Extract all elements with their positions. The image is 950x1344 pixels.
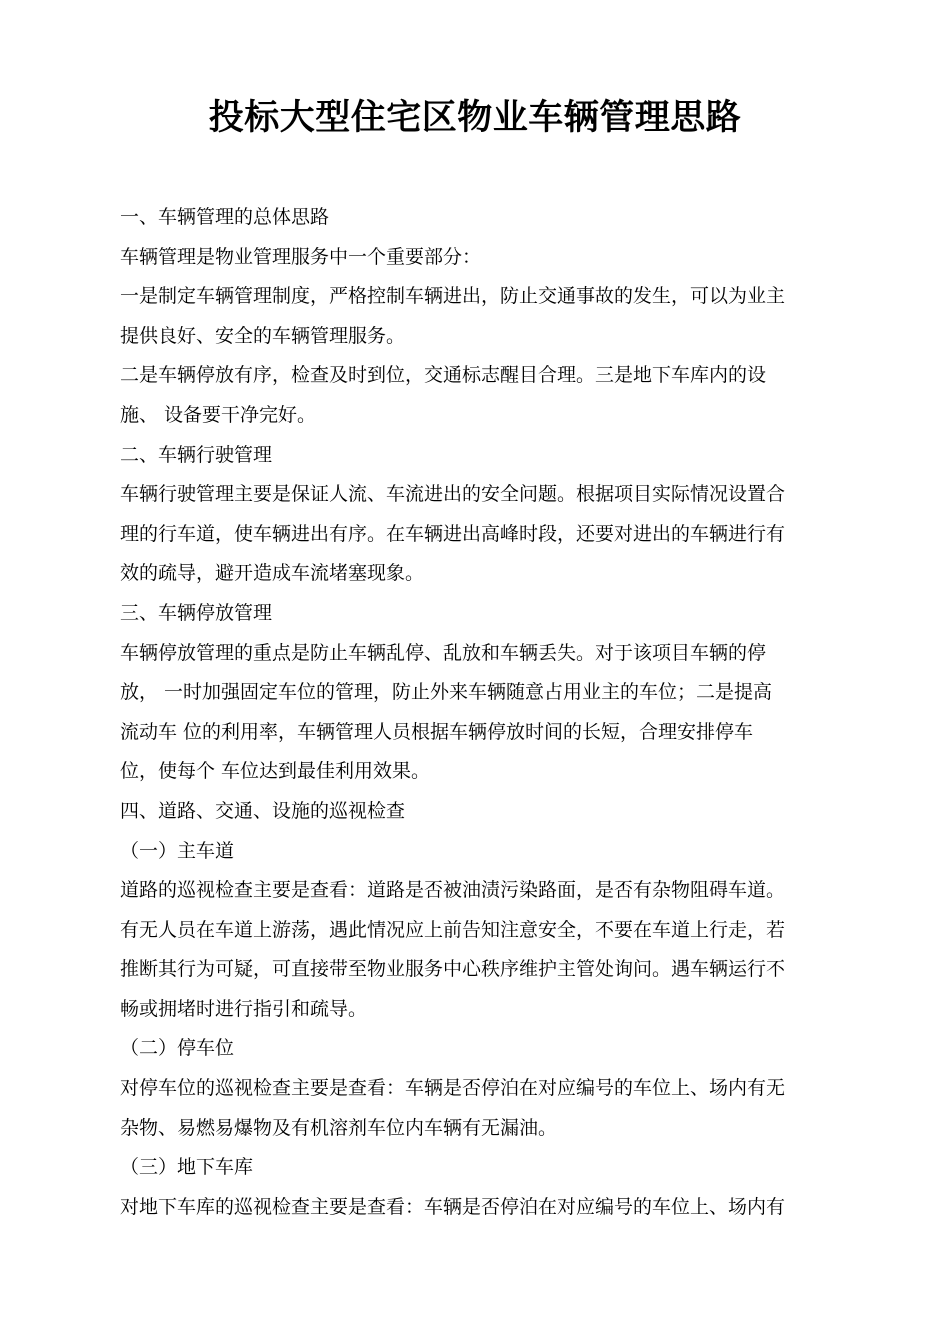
paragraph-line: 推断其行为可疑，可直接带至物业服务中心秩序维护主管处询问。遇车辆运行不 <box>120 958 786 981</box>
paragraph-line: 放， 一时加强固定车位的管理，防止外来车辆随意占用业主的车位；二是提高 <box>120 681 773 704</box>
paragraph-line: 畅或拥堵时进行指引和疏导。 <box>120 997 368 1020</box>
paragraph-line: 效的疏导，避开造成车流堵塞现象。 <box>120 562 425 585</box>
section-heading-1: 一、车辆管理的总体思路 <box>120 206 330 228</box>
paragraph-line: 对停车位的巡视检查主要是查看：车辆是否停泊在对应编号的车位上、场内有无 <box>120 1077 786 1100</box>
paragraph-line: 一是制定车辆管理制度，严格控制车辆进出，防止交通事故的发生，可以为业主 <box>120 285 786 308</box>
paragraph-line: 有无人员在车道上游荡，遇此情况应上前告知注意安全，不要在车道上行走，若 <box>120 918 786 941</box>
paragraph-line: 位，使每个 车位达到最佳利用效果。 <box>120 760 431 783</box>
document-title: 投标大型住宅区物业车辆管理思路 <box>208 98 742 138</box>
paragraph-line: 对地下车库的巡视检查主要是查看：车辆是否停泊在对应编号的车位上、场内有 <box>120 1195 786 1218</box>
paragraph-line: 车辆停放管理的重点是防止车辆乱停、乱放和车辆丢失。对于该项目车辆的停 <box>120 641 767 664</box>
subsection-heading-main-road: （一）主车道 <box>120 839 235 862</box>
paragraph-line: 车辆管理是物业管理服务中一个重要部分： <box>120 245 482 268</box>
paragraph-line: 道路的巡视检查主要是查看：道路是否被油渍污染路面，是否有杂物阻碍车道。 <box>120 879 786 902</box>
paragraph-line: 流动车 位的利用率，车辆管理人员根据车辆停放时间的长短，合理安排停车 <box>120 720 754 743</box>
section-heading-2: 二、车辆行驶管理 <box>120 443 273 466</box>
paragraph-line: 二是车辆停放有序，检查及时到位，交通标志醒目合理。三是地下车库内的设 <box>120 364 767 387</box>
subsection-heading-parking-space: （二）停车位 <box>120 1037 235 1060</box>
paragraph-line: 车辆行驶管理主要是保证人流、车流进出的安全问题。根据项目实际情况设置合 <box>120 483 786 506</box>
paragraph-line: 施、 设备要干净完好。 <box>120 403 317 426</box>
paragraph-line: 提供良好、安全的车辆管理服务。 <box>120 324 406 347</box>
section-heading-4: 四、道路、交通、设施的巡视检查 <box>120 799 406 822</box>
paragraph-line: 理的行车道，使车辆进出有序。在车辆进出高峰时段，还要对进出的车辆进行有 <box>120 522 786 545</box>
section-heading-3: 三、车辆停放管理 <box>120 601 273 624</box>
subsection-heading-underground-garage: （三）地下车库 <box>120 1156 254 1179</box>
paragraph-line: 杂物、易燃易爆物及有机溶剂车位内车辆有无漏油。 <box>120 1116 558 1139</box>
document-body <box>120 198 836 1227</box>
